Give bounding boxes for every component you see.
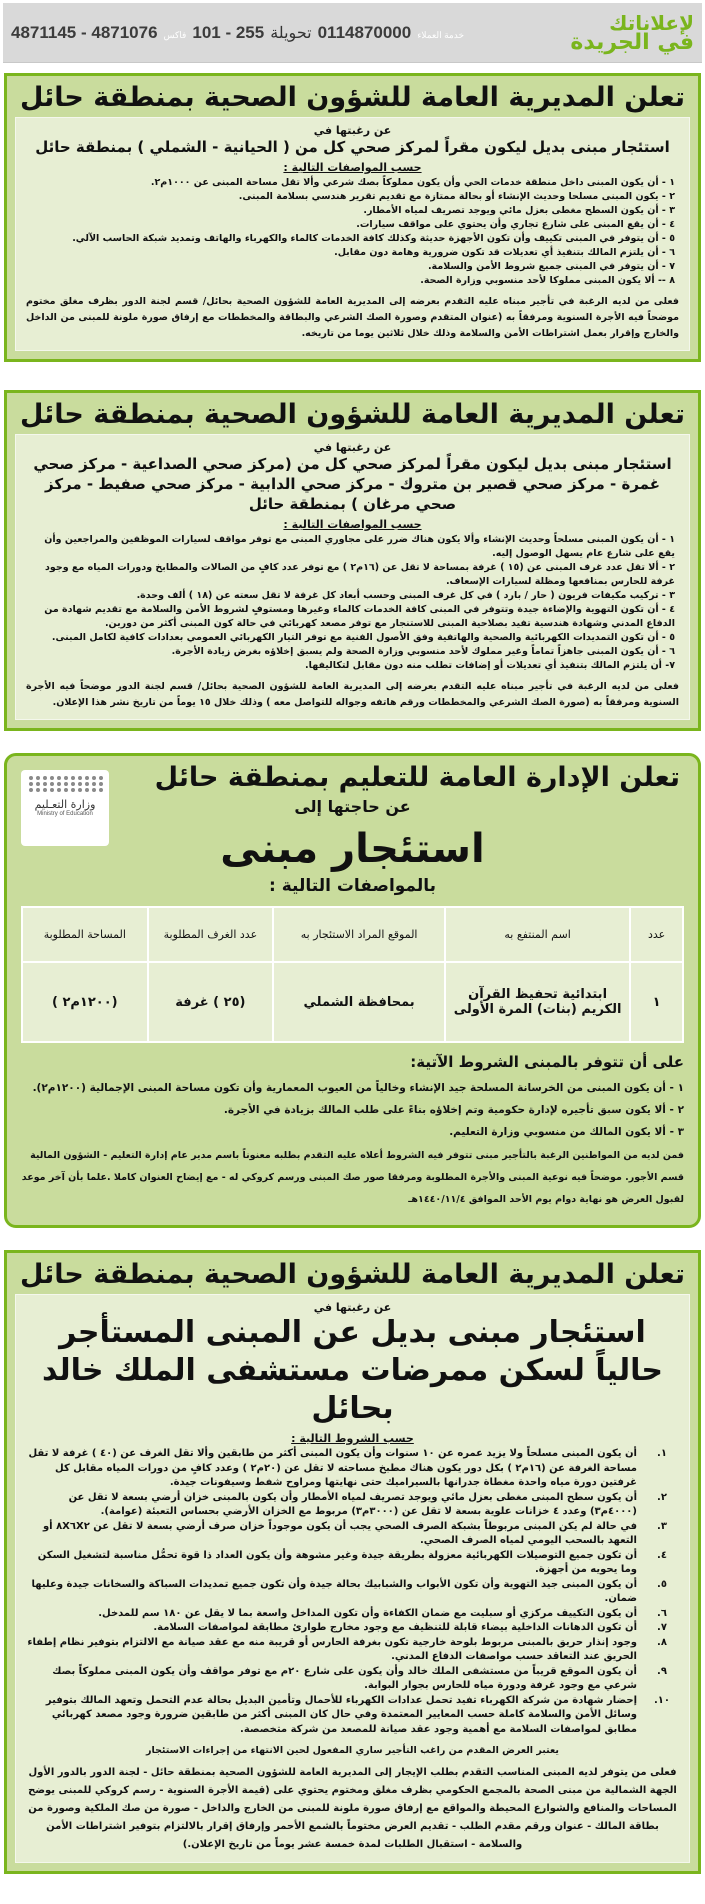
col-header: اسم المنتفع به [445, 907, 630, 962]
ad-health-affairs-2 [4, 390, 701, 731]
item-text: إحضار شهادة من شركة الكهرباء تفيد تحمل عدادات الكهرباء للأحمال وتأمين البديل بحالة عدم التحمل وتعهد المالك بتوفير وسائل الأمن والسلامة كاملة حسب المعايير المعتمدة وفي حال كان المبنى أكثر من طابقين ضرورة وجود مصعد كهربائي مطابق لمواصفات السلامة مع أهمية وجود عقد صيانة للمصعد من شركة متخصصة. [45, 1694, 637, 1735]
col-header: عدد الغرف المطلوبة [148, 907, 274, 962]
condition-item: ٣ - ألا يكون المالك من منسوبي وزارة التعليم. [449, 1126, 684, 1138]
list-item: ٢ - ألا تقل عدد غرف المبنى عن (١٥ ) غرفة بمساحة لا تقل عن (١٦م٢ ) مع توفر عدد كافٍ من الصالات والمطابخ ودورات المياه مع وجود غرفة للحارس بمنافعها ومظلة لسيارات الإسعاف. [45, 562, 675, 587]
item-number: ٥. [657, 1578, 667, 1590]
condition-item: ١ - أن يكون المبنى من الخرسانة المسلحة جيد الإنشاء وخالياً من العيوب المعمارية وأن تكون مساحة المبنى الإجمالية (١٢٠٠م٢). [32, 1082, 684, 1094]
item-text: أن يكون الموقع قريباً من مستشفى الملك خالد وأن يكون على شارع ٢٠م مع توفر مواقف وأن يكون المبنى مملوكاً بصك شرعي مع وجود غرفة ودورة مياه للحارس بجوار البوابة. [52, 1665, 637, 1691]
customer-service-label: خدمة العملاء [417, 29, 465, 40]
list-item: ١ - أن يكون المبنى داخل منطقة خدمات الحي وأن يكون مملوكاً بصك شرعي وألا تقل مساحة المبنى عن ١٠٠٠م٢. [150, 177, 675, 188]
list-item: ٣ - أن يكون السطح مغطى بعزل مائي ويوجد تصريف لمياه الأمطار. [363, 205, 675, 216]
table-cell: ابتدائية تحفيظ القرآن الكريم (بنات) المرة الأولى [445, 962, 630, 1042]
ad-need: عن حاجتها إلى [294, 797, 411, 816]
item-number: ٧. [657, 1622, 667, 1633]
item-number: ٩. [657, 1665, 667, 1677]
ad-title: تعلن المديرية العامة للشؤون الصحية بمنطقة حائل [20, 399, 685, 430]
customer-service-number: 0114870000 [317, 22, 412, 42]
table-header-row [22, 907, 683, 962]
list-item [26, 1636, 679, 1665]
list-item: ٥ - أن يتوفر في المبنى تكييف وأن تكون الأجهزة حديثة وكذلك كافة الخدمات كالماء والكهرباء والهاتف وتمديد شبكة الحاسب الآلي. [72, 233, 675, 244]
list-item [26, 1549, 679, 1578]
logo-arabic-text: وزارة التعـليم [34, 798, 96, 811]
item-number: ٣. [657, 1520, 667, 1532]
conditions-heading: على أن تتوفر بالمبنى الشروط الآتية: [410, 1053, 684, 1071]
col-header: الموقع المراد الاستئجار به [273, 907, 445, 962]
list-item: ٦ - أن يلتزم المالك بتنفيذ أي تعديلات قد تكون ضرورية وهامة دون مقابل. [334, 247, 675, 258]
ad-notice: يعتبر العرض المقدم من راغب التأجير ساري المفعول لحين الانتهاء من إجراءات الاستئجار [146, 1745, 559, 1756]
table-cell: (١٢٠٠م٢ ) [22, 962, 148, 1042]
ad-closing: فعلى من يتوفر لديه المبنى المناسب التقدم بطلب الإيجار إلى المديرية العامة للشؤون الصحية بمنطقة حائل - لجنة الدور بالدور الأول الجهة الشمالية من مبنى الصحة بالمجمع الحكومي بظرف مغلق ومختوم يحتوي على (قيمة الأجرة السنوية - رسم كروكي للمبنى يوضح المساحات والمنافع والشوارع المحيطة والمواقع مع إرفاق صورة ملونة للمبنى من الخارج والداخل - صورة من صك الملكية وصورة من بطاقة المالك - عنوان ورقم مقدم الطلب - تقديم العرض مختوماً بالشمع الأحمر وإرفاق إقرار بالالتزام بتوفير اشتراطات الأمن والسلامة - استقبال الطلبات لمدة خمسة عشر يوماً من تاريخ الإعلان.) [28, 1767, 677, 1850]
logo-english-text: Ministry of Education [37, 811, 93, 817]
ad-closing: فعلى من لديه الرغبة في تأجير مبناه عليه التقدم بعرضه إلى المديرية العامة للشؤون الصحية بحائل/ قسم لجنة الدور موضحاً فيه الأجرة السنوية ومرفقاً به (صورة الصك الشرعي والمخططات ورقم هاتفه وجواله للتواصل معه ) وذلك خلال ١٥ يوماً من تاريخ نشر هذا الإعلان. [26, 681, 679, 708]
item-number: ٤. [657, 1549, 667, 1561]
brand-line-1: لإعلاناتك [609, 10, 694, 35]
ad-big-heading: استئجار مبنى [220, 826, 485, 872]
list-item: ٨ -- ألا يكون المبنى مملوكا لأحد منسوبي وزارة الصحة. [420, 275, 675, 286]
item-text: في حالة لم يكن المبنى مربوطاً بشبكة الصرف الصحي يجب أن يكون موجوداً خزان صرف أرضي بسعة لا تقل عن ٨X٦X٢ أو التعهد بالسحب اليومي لمياه الصرف الصحي. [42, 1520, 637, 1546]
item-text: أن يكون التكييف مركزي أو سبليت مع ضمان الكفاءة وأن تكون المداخل واسعة بما لا يقل عن ١٨٠ سم للمدخل. [98, 1607, 637, 1619]
extension-label: تحويلة [270, 24, 312, 42]
conditions-list [26, 1447, 679, 1737]
ad-closing: فمن لديه من المواطنين الرغبة بالتأجير مبنى تتوفر فيه الشروط أعلاه عليه التقدم بطلبه معنوناً باسم مدير عام إدارة التعليم - الشؤون المالية قسم الأجور. موضحاً فيه نوعية المبنى والأجرة المطلوبة ومرفقا صور صك المبنى ورسم كروكي له - مع إيضاح العنوان كاملا .علما بأن آخر موعد لقبول العرض هو نهاية دوام يوم الأحد الموافق ١٤٤٠/١١/٤هـ [21, 1150, 684, 1205]
list-item [26, 1520, 679, 1549]
list-item [26, 1578, 679, 1607]
item-number: ١٠. [653, 1694, 671, 1706]
table-cell: بمحافظة الشملي [273, 962, 445, 1042]
ad-title: تعلن المديرية العامة للشؤون الصحية بمنطقة حائل [20, 1259, 685, 1290]
list-item [26, 1491, 679, 1520]
item-text: وجود إنذار حريق بالمبنى مربوط بلوحة خارجية تكون بغرفة الحارس أو قريبة منه مع عقد صيانة مع الالتزام بتوفير نظام إطفاء الحريق عند التعاقد حسب مواصفات الدفاع المدني. [27, 1636, 637, 1662]
ad-intro: عن رغبتها في [313, 124, 392, 137]
item-text: أن تكون الدهانات الداخلية بيضاء قابلة للتنظيف مع وجود مخارج طوارئ مطابقة لمواصفات السلامة. [153, 1622, 637, 1633]
brand-line-2: في الجريدة [570, 29, 694, 55]
item-number: ١. [657, 1448, 667, 1459]
list-item [26, 1665, 679, 1694]
item-text: أن تكون جميع التوصيلات الكهربائية معزولة بطريقة جيدة وغير مشوهة وأن يكون العداد ذا قوة تحمُّل مناسبة لتشغيل السكن وما يحويه من أجهزة. [37, 1549, 637, 1575]
ad-body [15, 1294, 690, 1863]
ad-closing: فعلى من لديه الرغبة في تأجير مبناه عليه التقدم بعرضه إلى المديرية العامة للشؤون الصحية بحائل/ قسم لجنة الدور بظرف مغلق مختوم موضحاً فيه الأجرة السنوية ومرفقاً به (عنوان المتقدم وصورة الصك الشرعي والبطاقة والمخططات مع إرفاق صورة ملونة للمبنى من الداخل والخارج وإقرار بعمل اشتراطات الأمن والسلامة وذلك خلال ثلاثين يوما من تاريخه. [26, 296, 679, 339]
ad-title: تعلن المديرية العامة للشؤون الصحية بمنطقة حائل [20, 82, 685, 113]
item-number: ٦. [657, 1607, 667, 1619]
list-item: ٣ - تركيب مكيفات فريون ( حار / بارد ) في كل غرف المبنى وحسب أبعاد كل غرفة لا تقل سعته عن (١٨ ) ألف وحدة. [136, 590, 675, 601]
section-heading: حسب المواصفات التالية : [283, 518, 422, 531]
list-item [26, 1447, 679, 1491]
item-text: أن يكون المبنى جيد التهوية وأن تكون الأبواب والشبابيك بحالة جيدة وأن تكون جميع تمديدات السباكة والسخانات جيدة وعليها ضمان. [31, 1578, 637, 1604]
ad-lead: استئجار مبنى بديل ليكون مقراً لمركز صحي كل من (مركز صحي الصداعية - مركز صحي غمرة - مركز صحي قصير بن متروك - مركز صحي الدابية - مركز صحي صفيط - مركز صحي مرغان ) بمنطقة حائل [33, 455, 672, 513]
col-header: المساحة المطلوبة [22, 907, 148, 962]
ad-intro: عن رغبتها في [313, 1301, 392, 1314]
spec-list [26, 533, 679, 673]
list-item: ٧ - أن يتوفر في المبنى جميع شروط الأمن والسلامة. [427, 261, 675, 272]
extension-numbers: 255 - 101 [192, 22, 265, 42]
list-item [26, 1621, 679, 1636]
list-item: ٤ - أن تكون التهوية والإضاءة جيدة وتتوفر في المبنى كافة الخدمات كالماء وغيرها ومستوفٍ لشروط الأمن والسلامة مع تقديم شهادة من الدفاع المدني وشهادة هندسية تفيد بصلاحية المبنى للاستنجار مع توفر مصعد كهربائي في حالة كون المبنى أكثر من دورين. [44, 604, 675, 629]
ministry-of-education-logo [21, 770, 109, 846]
ad-health-affairs-1 [4, 73, 701, 362]
requirements-table [21, 906, 684, 1043]
list-item: ٥ - أن تكون التمديدات الكهربائية والصحية والهاتفية وفق الأصول الفنية مع توفر التيار الكهربائي العمومي بعدادات كافية لكامل المبنى. [51, 632, 675, 643]
section-heading: حسب المواصفات التالية : [283, 161, 422, 174]
item-number: ٨. [657, 1636, 667, 1648]
fax-numbers: 4871076 - 4871145 [11, 22, 158, 42]
newspaper-ad-header [3, 3, 702, 63]
list-item [26, 1607, 679, 1622]
ad-lead: استئجار مبنى بديل عن المبنى المستأجر حالياً لسكن ممرضات مستشفى الملك خالد بحائل [41, 1315, 663, 1426]
list-item: ٧- أن يلتزم المالك بتنفيذ أي تعديلات أو إضافات تطلب منه دون مقابل لتكاليفها. [305, 660, 675, 671]
logo-dots-icon [21, 776, 109, 792]
contact-info [11, 23, 464, 43]
ad-body [15, 117, 690, 351]
table-row [22, 962, 683, 1042]
section-heading: حسب الشروط التالية : [291, 1432, 414, 1445]
item-text: أن يكون المبنى مسلحاً ولا يزيد عمره عن ١٠ سنوات وأن يكون المبنى أكثر من طابقين وألا تقل الغرف عن (٤٠ ) غرفة لا تقل مساحة الغرفة عن (١٦م٢ ) بكل دور يكون هناك مطبخ مساحته لا تقل عن (٢٠م٢ ) وعدد كافٍ من دورات المياه مقابل كل غرفتين دورة مياه واحدة مغطاة جدرانها بالسيراميك حتى نهايتها ومراوح شفط وسيفونات جيدة. [28, 1448, 637, 1488]
list-item: ٢ - يكون المبنى مسلحا وحديث الإنشاء أو بحالة ممتازة مع تقديم تقرير هندسي بسلامة المبنى. [238, 191, 675, 202]
item-number: ٢. [657, 1491, 667, 1503]
list-item [26, 1694, 679, 1738]
table-cell: ١ [630, 962, 683, 1042]
ad-intro: عن رغبتها في [313, 441, 392, 454]
condition-item: ٢ - ألا يكون سبق تأجيره لإدارة حكومية وتم إخلاؤه بناءً على طلب المالك بزيادة في الأجرة. [223, 1104, 684, 1116]
spec-list [26, 176, 679, 288]
ad-body [15, 434, 690, 720]
ad-lead: استئجار مبنى بديل ليكون مقراً لمركز صحي كل من ( الحيانية - الشملي ) بمنطقة حائل [35, 138, 670, 156]
ad-title: تعلن الإدارة العامة للتعليم بمنطقة حائل [154, 762, 680, 793]
ad-health-affairs-nurses-housing [4, 1250, 701, 1874]
brand-logo [570, 10, 694, 55]
item-text: أن يكون سطح المبنى مغطى بعزل مائي ويوجد تصريف لمياه الأمطار وأن يكون بالمبنى خزان أرضي بسعة لا تقل عن (٤٠٠٠م٣) وعدد ٤ خزانات علوية بسعة لا تقل عن (٣٠٠٠م٣) مربوط مع الخزان الأرضي بحساس التعبئة (عوامة). [68, 1491, 637, 1517]
list-item: ٤ - أن يقع المبنى على شارع تجاري وأن يحتوي على مواقف سيارات. [356, 219, 675, 230]
spec-heading: بالمواصفات التالية : [269, 876, 436, 896]
ad-education-department [4, 753, 701, 1228]
col-header: عدد [630, 907, 683, 962]
list-item: ٦ - أن يكون المبنى جاهزاً تماماً وغير مملوك لأحد منسوبي وزارة الصحة ولم يسبق إخلاؤه بغرض زيادة الأجرة. [171, 646, 675, 657]
fax-label: فاكس [163, 29, 187, 40]
list-item: ١ - أن يكون المبنى مسلحاً وحديث الإنشاء وألا يكون هناك ضرر على مجاوري المبنى مع توفر مواقف لسيارات الموظفين والمراجعين وأن يقع على شارع عام يسهل الوصول إليه. [44, 534, 675, 559]
table-cell: (٢٥ ) غرفة [148, 962, 274, 1042]
